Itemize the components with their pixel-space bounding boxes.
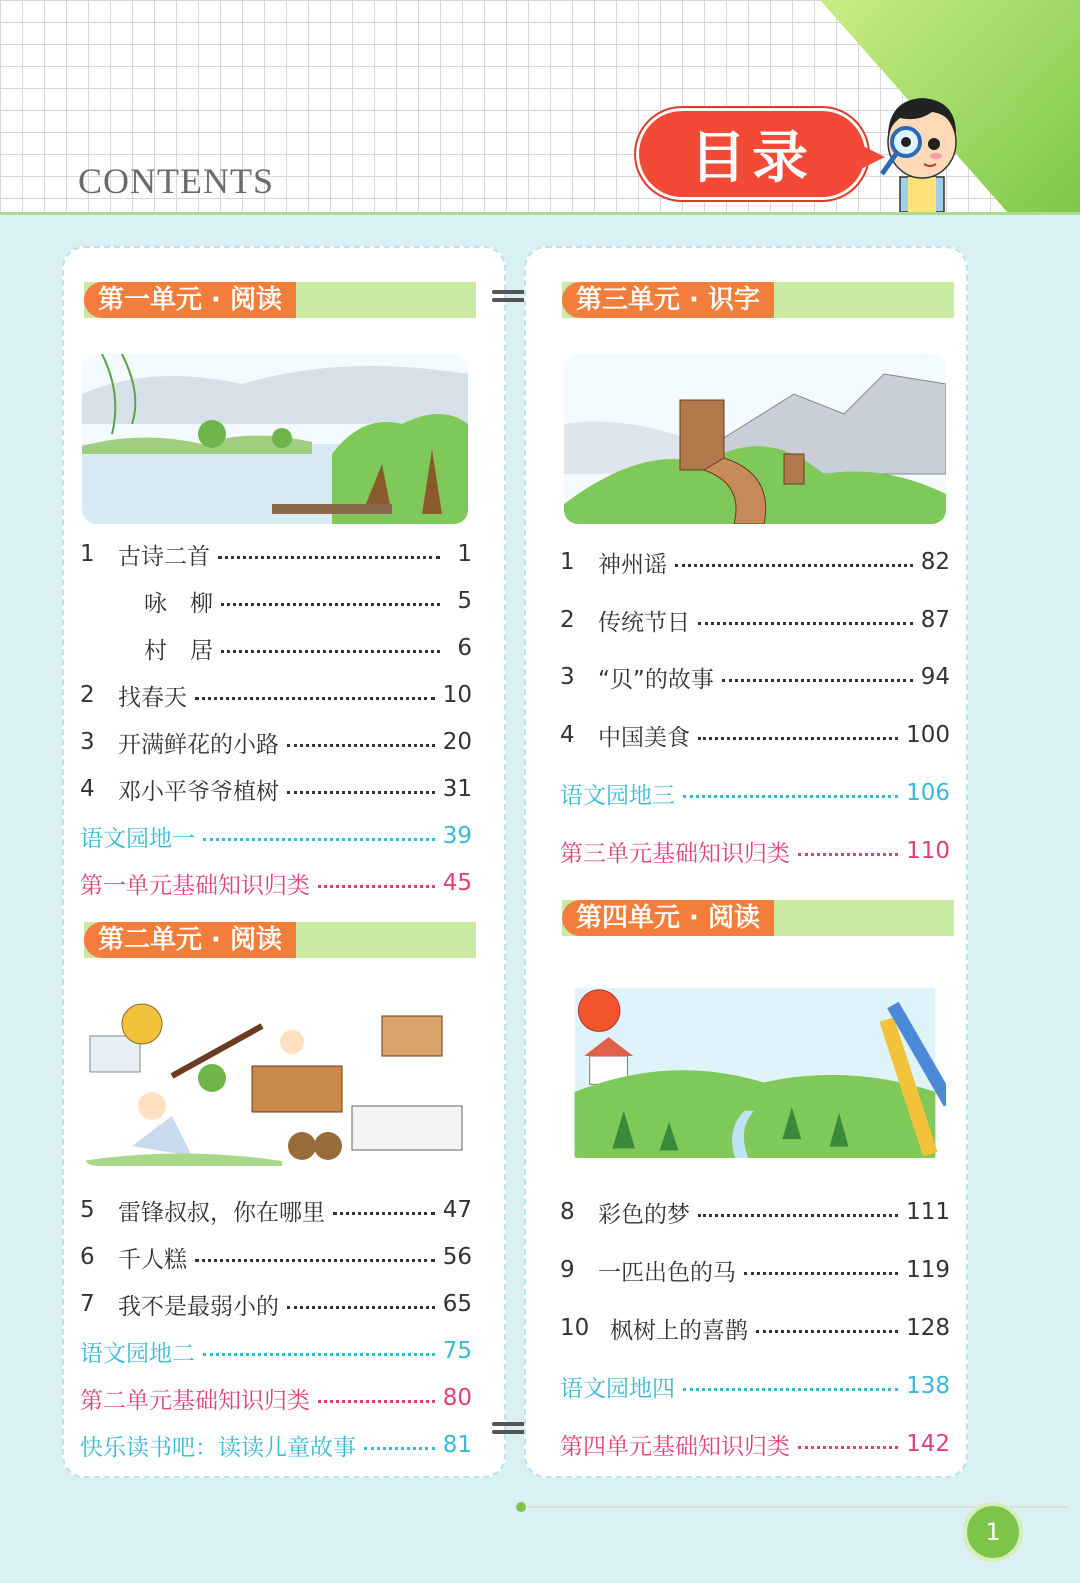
unit1-header — [84, 282, 476, 318]
toc-entry[interactable] — [80, 1239, 472, 1275]
entry-title: 中国美食 — [598, 724, 690, 751]
toc-entry-summary[interactable] — [560, 1426, 950, 1462]
entry-title: 一匹出色的马 — [598, 1259, 736, 1286]
toc-entry-reading[interactable] — [80, 1427, 472, 1463]
title-bubble — [636, 108, 868, 200]
entry-number: 10 — [560, 1315, 590, 1341]
toc-entry[interactable] — [560, 1310, 950, 1346]
unit2-header — [84, 922, 476, 958]
dot-leader — [756, 1330, 898, 1333]
left-toc-panel — [62, 246, 506, 1478]
entry-page: 45 — [442, 870, 472, 896]
entry-title: 神州谣 — [598, 551, 667, 578]
toc-entry[interactable] — [560, 1252, 950, 1288]
dot-leader — [698, 1214, 898, 1217]
entry-title: 找春天 — [118, 684, 187, 711]
entry-title: 开满鲜花的小路 — [118, 731, 279, 758]
dot-leader — [221, 650, 440, 653]
entry-page: 106 — [906, 780, 950, 806]
entry-title: 我不是最弱小的 — [118, 1293, 279, 1320]
entry-page: 65 — [442, 1291, 472, 1317]
contents-heading: CONTENTS — [78, 161, 274, 201]
entry-number: 4 — [560, 722, 575, 748]
entry-title: 第二单元基础知识归类 — [80, 1387, 310, 1414]
entry-title: 千人糕 — [118, 1246, 187, 1273]
dot-leader — [221, 603, 440, 606]
dot-leader — [798, 1446, 898, 1449]
entry-number: 1 — [80, 541, 95, 567]
entry-number: 7 — [80, 1291, 95, 1317]
toc-entry-summary[interactable] — [80, 865, 472, 901]
entry-page: 6 — [457, 635, 472, 661]
footer-bullet — [516, 1502, 526, 1512]
entry-page: 119 — [906, 1257, 950, 1283]
entry-page: 82 — [920, 549, 950, 575]
entry-title: 快乐读书吧：读读儿童故事 — [80, 1434, 356, 1461]
rice-cake-process-illustration — [82, 996, 468, 1166]
entry-title: 第一单元基础知识归类 — [80, 872, 310, 899]
dot-leader — [683, 795, 898, 798]
toc-entry[interactable] — [560, 1194, 950, 1230]
boy-with-magnifier-illustration — [870, 82, 970, 212]
entry-title: 第三单元基础知识归类 — [560, 840, 790, 867]
page-number-badge — [963, 1502, 1023, 1562]
entry-title: 语文园地二 — [80, 1340, 195, 1367]
entry-number: 2 — [560, 607, 575, 633]
unit4-header — [562, 900, 954, 936]
entry-title: 枫树上的喜鹊 — [610, 1317, 748, 1344]
toc-entry[interactable] — [80, 1192, 472, 1228]
great-wall-illustration — [564, 354, 946, 524]
entry-number: 1 — [560, 549, 575, 575]
entry-page: 10 — [442, 682, 472, 708]
entry-page: 20 — [442, 729, 472, 755]
toc-entry[interactable] — [560, 717, 950, 753]
dot-leader — [798, 853, 898, 856]
toc-entry[interactable] — [80, 771, 472, 807]
entry-page: 142 — [906, 1431, 950, 1457]
entry-title: 古诗二首 — [118, 543, 210, 570]
dot-leader — [287, 744, 435, 747]
toc-entry[interactable] — [80, 1286, 472, 1322]
entry-page: 81 — [442, 1432, 472, 1458]
toc-entry-garden[interactable] — [560, 775, 950, 811]
entry-number: 9 — [560, 1257, 575, 1283]
dot-leader — [287, 1306, 435, 1309]
entry-number: 2 — [80, 682, 95, 708]
unit2-label: 第二单元 · 阅读 — [84, 922, 296, 958]
dot-leader — [195, 697, 435, 700]
toc-entry[interactable] — [560, 544, 950, 580]
entry-page: 100 — [906, 722, 950, 748]
entry-page: 128 — [906, 1315, 950, 1341]
toc-entry[interactable] — [560, 602, 950, 638]
toc-entry-summary[interactable] — [80, 1380, 472, 1416]
dot-leader — [683, 1388, 898, 1391]
entry-title: 彩色的梦 — [598, 1201, 690, 1228]
entry-page: 80 — [442, 1385, 472, 1411]
entry-page: 138 — [906, 1373, 950, 1399]
toc-entry[interactable] — [80, 536, 472, 572]
dot-leader — [333, 1212, 435, 1215]
entry-title: 语文园地一 — [80, 825, 195, 852]
entry-title: 邓小平爷爷植树 — [118, 778, 279, 805]
dot-leader — [318, 885, 435, 888]
toc-entry-garden[interactable] — [80, 1333, 472, 1369]
unit3-label: 第三单元 · 识字 — [562, 282, 774, 318]
entry-page: 110 — [906, 838, 950, 864]
entry-title: 雷锋叔叔，你在哪里 — [118, 1199, 325, 1226]
entry-title: 咏 柳 — [144, 590, 213, 617]
entry-page: 47 — [442, 1197, 472, 1223]
dot-leader — [203, 838, 435, 841]
toc-entry[interactable] — [80, 677, 472, 713]
entry-number: 8 — [560, 1199, 575, 1225]
unit1-label: 第一单元 · 阅读 — [84, 282, 296, 318]
dot-leader — [203, 1353, 435, 1356]
dot-leader — [722, 679, 913, 682]
entry-number: 4 — [80, 776, 95, 802]
toc-entry[interactable] — [560, 659, 950, 695]
colorful-dream-illustration — [564, 988, 946, 1158]
dot-leader — [698, 737, 898, 740]
entry-title: 语文园地三 — [560, 782, 675, 809]
entry-number: 5 — [80, 1197, 95, 1223]
willow-lake-illustration — [82, 354, 468, 524]
entry-title: 第四单元基础知识归类 — [560, 1433, 790, 1460]
dot-leader — [287, 791, 435, 794]
dot-leader — [744, 1272, 898, 1275]
page-title: 目录 — [690, 126, 814, 191]
entry-title: 传统节日 — [598, 609, 690, 636]
dot-leader — [218, 556, 440, 559]
entry-page: 31 — [442, 776, 472, 802]
entry-page: 94 — [920, 664, 950, 690]
toc-entry[interactable] — [80, 630, 472, 666]
entry-page: 75 — [442, 1338, 472, 1364]
toc-entry[interactable] — [80, 724, 472, 760]
dot-leader — [195, 1259, 435, 1262]
dot-leader — [318, 1400, 435, 1403]
entry-title: “贝”的故事 — [598, 666, 714, 693]
entry-number: 6 — [80, 1244, 95, 1270]
dot-leader — [698, 622, 913, 625]
entry-number: 3 — [560, 664, 575, 690]
toc-entry[interactable] — [80, 583, 472, 619]
entry-page: 87 — [920, 607, 950, 633]
entry-page: 56 — [442, 1244, 472, 1270]
entry-page: 1 — [457, 541, 472, 567]
entry-number: 3 — [80, 729, 95, 755]
page-number: 1 — [985, 1518, 1001, 1546]
toc-entry-garden[interactable] — [80, 818, 472, 854]
toc-entry-garden[interactable] — [560, 1368, 950, 1404]
dot-leader — [364, 1447, 435, 1450]
entry-page: 111 — [906, 1199, 950, 1225]
unit4-label: 第四单元 · 阅读 — [562, 900, 774, 936]
entry-title: 村 居 — [144, 637, 213, 664]
right-toc-panel — [524, 246, 968, 1478]
dot-leader — [675, 564, 913, 567]
entry-title: 语文园地四 — [560, 1375, 675, 1402]
unit3-header — [562, 282, 954, 318]
toc-entry-summary[interactable] — [560, 833, 950, 869]
entry-page: 5 — [457, 588, 472, 614]
entry-page: 39 — [442, 823, 472, 849]
